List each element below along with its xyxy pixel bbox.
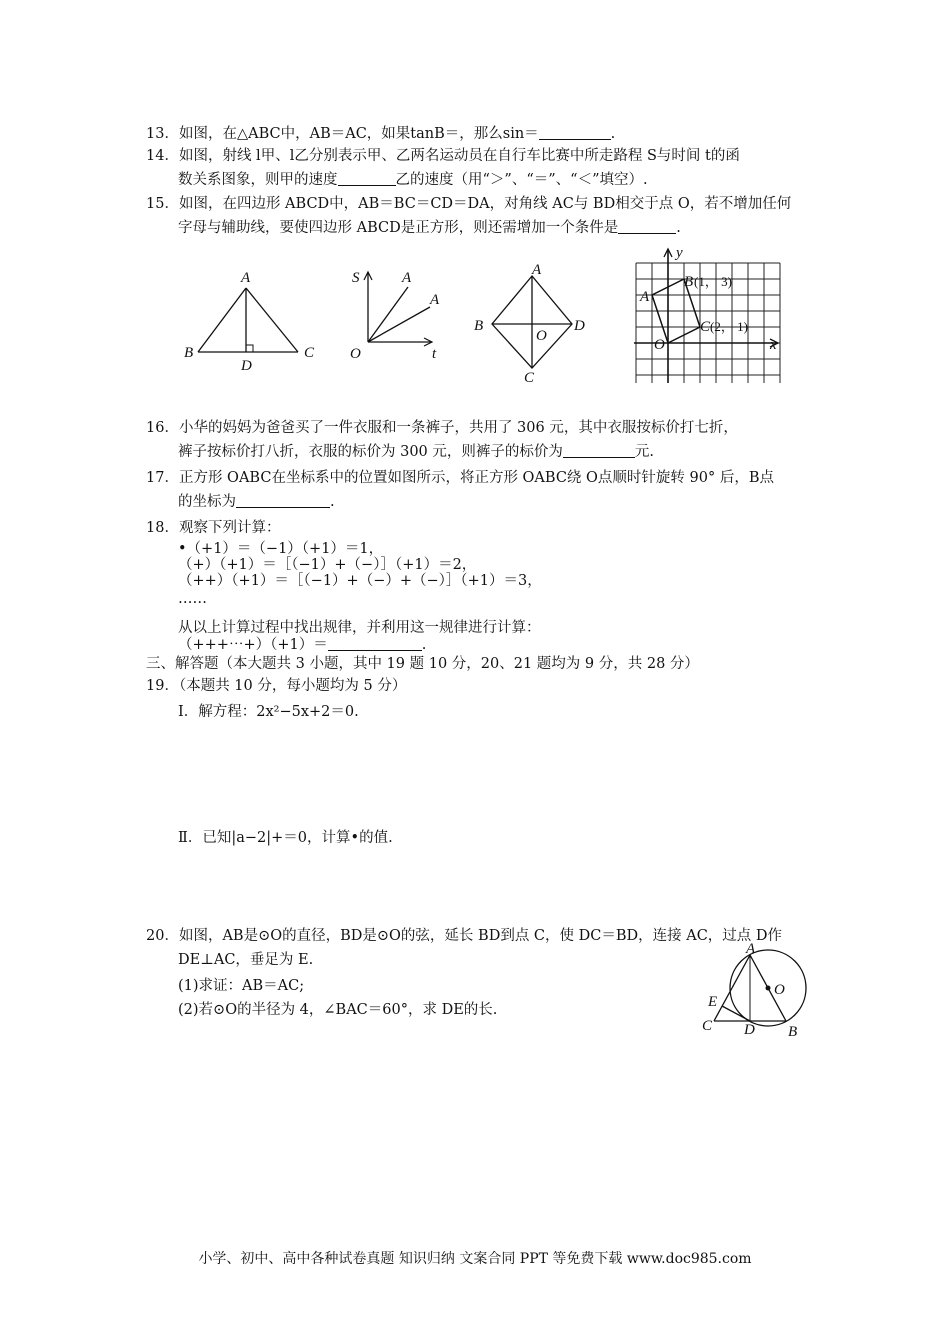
q19-number: 19．	[146, 678, 179, 694]
q16-line2a: 裤子按标价打八折，衣服的标价为 300 元，则裤子的标价为	[178, 444, 563, 460]
question-15-line2	[178, 218, 681, 238]
fig13-label-b: B	[184, 345, 194, 361]
q18-answer-blank[interactable]	[328, 636, 422, 651]
q17-number: 17．	[146, 470, 179, 486]
fig14-label-a1: A	[402, 270, 412, 286]
fig14-label-t: t	[432, 346, 437, 362]
q14-line1: 如图，射线 l甲、l乙分别表示甲、乙两名运动员在自行车比赛中所走路程 S与时间 t的函	[178, 148, 740, 164]
q19-part1: Ⅰ．解方程：2x²−5x+2＝0.	[178, 704, 359, 720]
q13-answer-blank[interactable]	[539, 125, 611, 140]
fig14-label-a2: A	[430, 292, 440, 308]
q18-number: 18．	[146, 520, 179, 536]
figure-rhombus-abcd	[470, 262, 600, 387]
q17-end: .	[330, 494, 335, 510]
q16-answer-blank[interactable]	[563, 443, 635, 458]
question-20-line1	[146, 926, 782, 946]
q16-line2b: 元.	[634, 444, 655, 460]
q14-line2a: 数关系图象，则甲的速度	[178, 172, 338, 188]
page-footer: 小学、初中、高中各种试卷真题 知识归纳 文案合同 PPT 等免费下载 www.doc985.com	[198, 1251, 752, 1267]
question-16-line2	[178, 442, 654, 462]
q20-line2: DE⊥AC，垂足为 E.	[178, 952, 314, 968]
q18-line1: •（+1）＝（−1）（+1）＝1，	[178, 541, 384, 557]
fig15-label-a: A	[532, 262, 542, 278]
question-14-line2	[178, 170, 648, 190]
q18-title: 观察下列计算：	[178, 520, 281, 536]
figure-triangle-abc	[180, 262, 320, 372]
q18-dots: ……	[178, 591, 207, 607]
figure-circle-o	[700, 940, 820, 1044]
q17-answer-blank[interactable]	[236, 493, 330, 508]
q15-end: .	[676, 220, 681, 236]
q18-line2: （+）（+1）＝［（−1）+（−）］（+1）＝2，	[178, 557, 477, 573]
fig13-label-d: D	[241, 358, 252, 374]
fig17-label-c: C	[700, 319, 711, 335]
q18-line3: （++）（+1）＝［（−1）+（−）+（−）］（+1）＝3，	[178, 573, 542, 589]
fig20-label-e: E	[708, 994, 718, 1010]
q13-text: 如图，在△ABC中，AB＝AC，如果tanB＝，那么sin＝	[178, 126, 539, 142]
question-14-line1	[146, 146, 740, 166]
q16-number: 16．	[146, 420, 179, 436]
fig17-label-y: y	[676, 245, 683, 261]
section-3-heading: 三、解答题（本大题共 3 小题，其中 19 题 10 分，20、21 题均为 9 分，共 28 分）	[146, 656, 699, 672]
fig20-label-o: O	[774, 982, 785, 998]
q16-line1: 小华的妈妈为爸爸买了一件衣服和一条裤子，共用了 306 元，其中衣服按标价打七折，	[178, 420, 738, 436]
question-16-line1	[146, 418, 738, 438]
q15-line1: 如图，在四边形 ABCD中，AB＝BC＝CD＝DA，对角线 AC与 BD相交于点 O，若不增加任何	[178, 196, 792, 212]
fig14-label-o: O	[350, 346, 361, 362]
fig20-label-c: C	[702, 1018, 713, 1034]
q15-number: 15．	[146, 196, 179, 212]
q17-line1: 正方形 OABC在坐标系中的位置如图所示，将正方形 OABC绕 O点顺时针旋转 90° 后，B点	[178, 470, 774, 486]
fig15-label-d: D	[574, 318, 585, 334]
q14-number: 14．	[146, 148, 179, 164]
fig13-label-a: A	[241, 270, 251, 286]
question-17-line1	[146, 468, 774, 488]
q15-answer-blank[interactable]	[618, 219, 676, 234]
fig17-b-coordinate: (1， 3)	[694, 274, 732, 289]
q19-title: （本题共 10 分，每小题均为 5 分）	[178, 678, 407, 694]
fig20-label-b: B	[788, 1024, 798, 1040]
q20-line1: 如图，AB是⊙O的直径，BD是⊙O的弦，延长 BD到点 C，使 DC＝BD，连接 AC，过点 D作	[178, 928, 783, 944]
q18-line5	[178, 636, 426, 654]
fig20-label-d: D	[744, 1022, 755, 1038]
question-17-line2	[178, 492, 335, 512]
q20-number: 20．	[146, 928, 179, 944]
q18-line4: 从以上计算过程中找出规律，并利用这一规律进行计算：	[178, 620, 541, 636]
fig17-label-b: B	[684, 274, 694, 290]
question-15-line1	[146, 194, 791, 214]
q20-part2: (2)若⊙O的半径为 4，∠BAC＝60°，求 DE的长.	[178, 1002, 498, 1018]
q18-expression: （+++⋯+）（+1）＝	[178, 637, 328, 653]
q15-line2: 字母与辅助线，要使四边形 ABCD是正方形，则还需增加一个条件是	[178, 220, 619, 236]
fig15-label-b: B	[474, 318, 484, 334]
question-19-title	[146, 676, 406, 696]
figure-coordinate-grid	[620, 245, 790, 390]
q13-end: .	[610, 126, 616, 142]
q14-line2b: 乙的速度（用“＞”、“＝”、“＜”填空）.	[395, 172, 648, 188]
question-13	[146, 124, 615, 144]
q17-line2a: 的坐标为	[178, 494, 236, 510]
q14-answer-blank[interactable]	[338, 171, 396, 186]
fig17-label-o: O	[654, 337, 665, 353]
fig15-label-o: O	[536, 328, 547, 344]
fig17-c-coordinate: (2， 1)	[710, 319, 748, 334]
fig15-label-c: C	[524, 370, 535, 386]
fig17-label-a: A	[640, 289, 650, 305]
fig20-label-a: A	[746, 941, 756, 957]
fig14-label-s: S	[352, 270, 360, 286]
q13-number: 13．	[146, 126, 179, 142]
fig17-label-x: x	[770, 337, 777, 353]
question-18-title	[146, 518, 280, 538]
q19-part2: Ⅱ．已知|a−2|+＝0，计算•的值.	[178, 830, 393, 846]
figure-distance-time-graph	[340, 262, 450, 372]
q18-end: .	[421, 637, 427, 653]
fig13-label-c: C	[304, 345, 315, 361]
q20-part1: (1)求证：AB＝AC;	[178, 978, 305, 994]
